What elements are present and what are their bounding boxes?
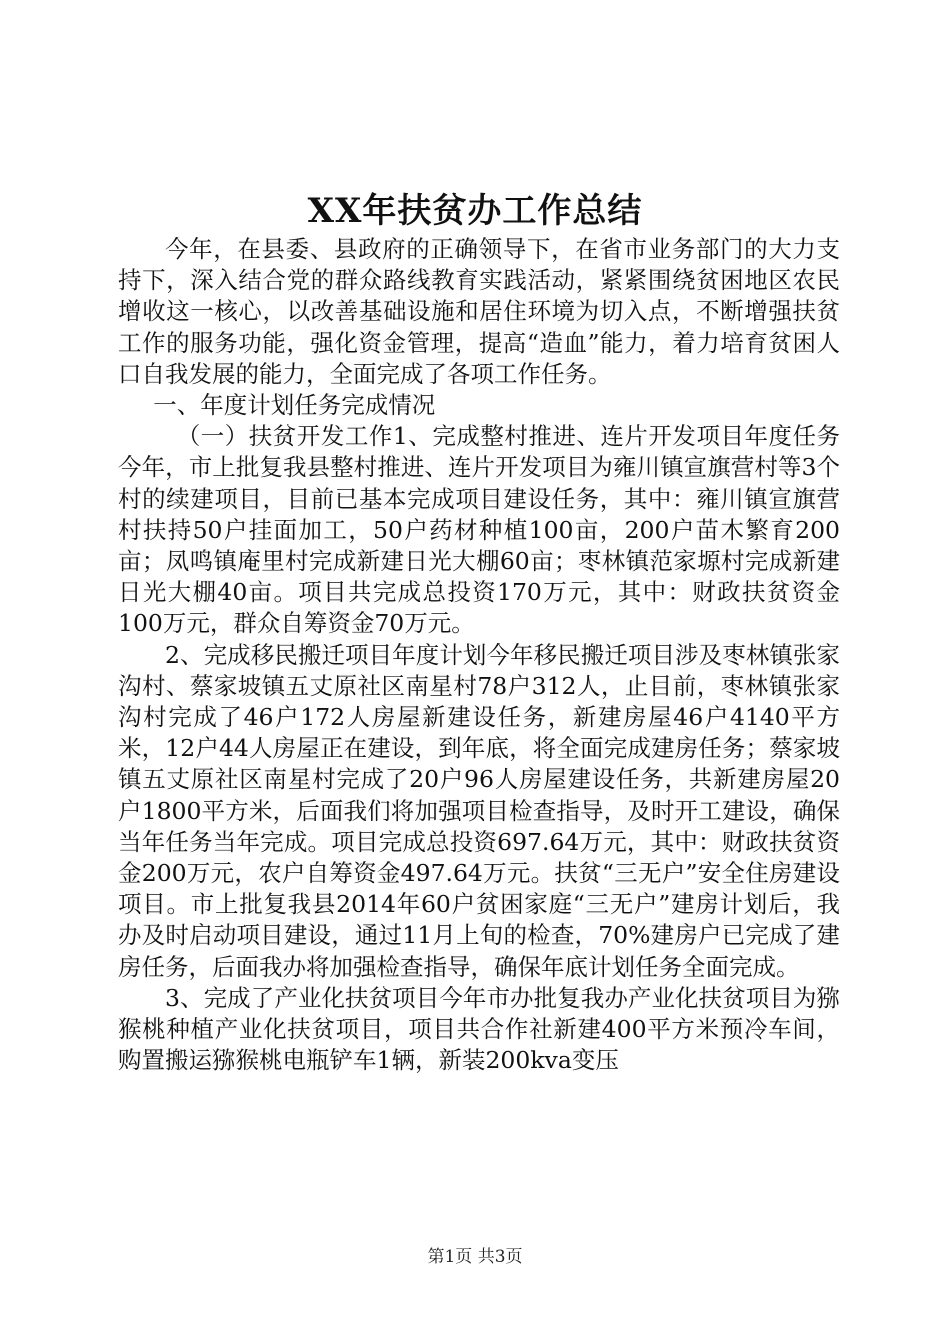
intro-paragraph: 今年，在县委、县政府的正确领导下，在省市业务部门的大力支持下，深入结合党的群众路线教育实践活动，紧紧围绕贫困地区农民增收这一核心，以改善基础设施和居住环境为切入点，不断增强扶贫工作的服务功能，强化资金管理，提高“造血”能力，着力培育贫困人口自我发展的能力，全面完成了各项工作任务。 bbox=[118, 235, 840, 388]
document-body bbox=[118, 234, 840, 1076]
poverty-development-paragraph: （一）扶贫开发工作1、完成整村推进、连片开发项目年度任务今年，市上批复我县整村推进、连片开发项目为雍川镇宣旗营村等3个村的续建项目，目前已基本完成项目建设任务，其中：雍川镇宣旗营村扶持50户挂面加工，50户药材种植100亩，200户苗木繁育200亩；凤鸣镇庵里村完成新建日光大棚60亩；枣林镇范家塬村完成新建日光大棚40亩。项目共完成总投资170万元，其中：财政扶贫资金100万元，群众自筹资金70万元。 bbox=[118, 422, 840, 638]
industrialization-paragraph: 3、完成了产业化扶贫项目今年市办批复我办产业化扶贫项目为猕猴桃种植产业化扶贫项目，项目共合作社新建400平方米预冷车间，购置搬运猕猴桃电瓶铲车1辆，新装200kva变压 bbox=[118, 983, 840, 1075]
relocation-paragraph: 2、完成移民搬迁项目年度计划今年移民搬迁项目涉及枣林镇张家沟村、蔡家坡镇五丈原社区南星村78户312人，止目前，枣林镇张家沟村完成了46户172人房屋新建设任务，新建房屋46户4140平方米，12户44人房屋正在建设，到年底，将全面完成建房任务；蔡家坡镇五丈原社区南星村完成了20户96人房屋建设任务，共新建房屋20户1800平方米，后面我们将加强项目检查指导，及时开工建设，确保当年任务当年完成。项目完成总投资697.64万元，其中：财政扶贫资金200万元，农户自筹资金497.64万元。扶贫“三无户”安全住房建设项目。市上批复我县2014年60户贫困家庭“三无户”建房计划后，我办及时启动项目建设，通过11月上旬的检查，70%建房户已完成了建房任务，后面我办将加强检查指导，确保年底计划任务全面完成。 bbox=[118, 640, 840, 981]
document-title: XX年扶贫办工作总结 bbox=[307, 191, 643, 231]
section-heading: 一、年度计划任务完成情况 bbox=[153, 391, 436, 420]
page-footer: 第1页 共3页 bbox=[427, 1247, 523, 1267]
